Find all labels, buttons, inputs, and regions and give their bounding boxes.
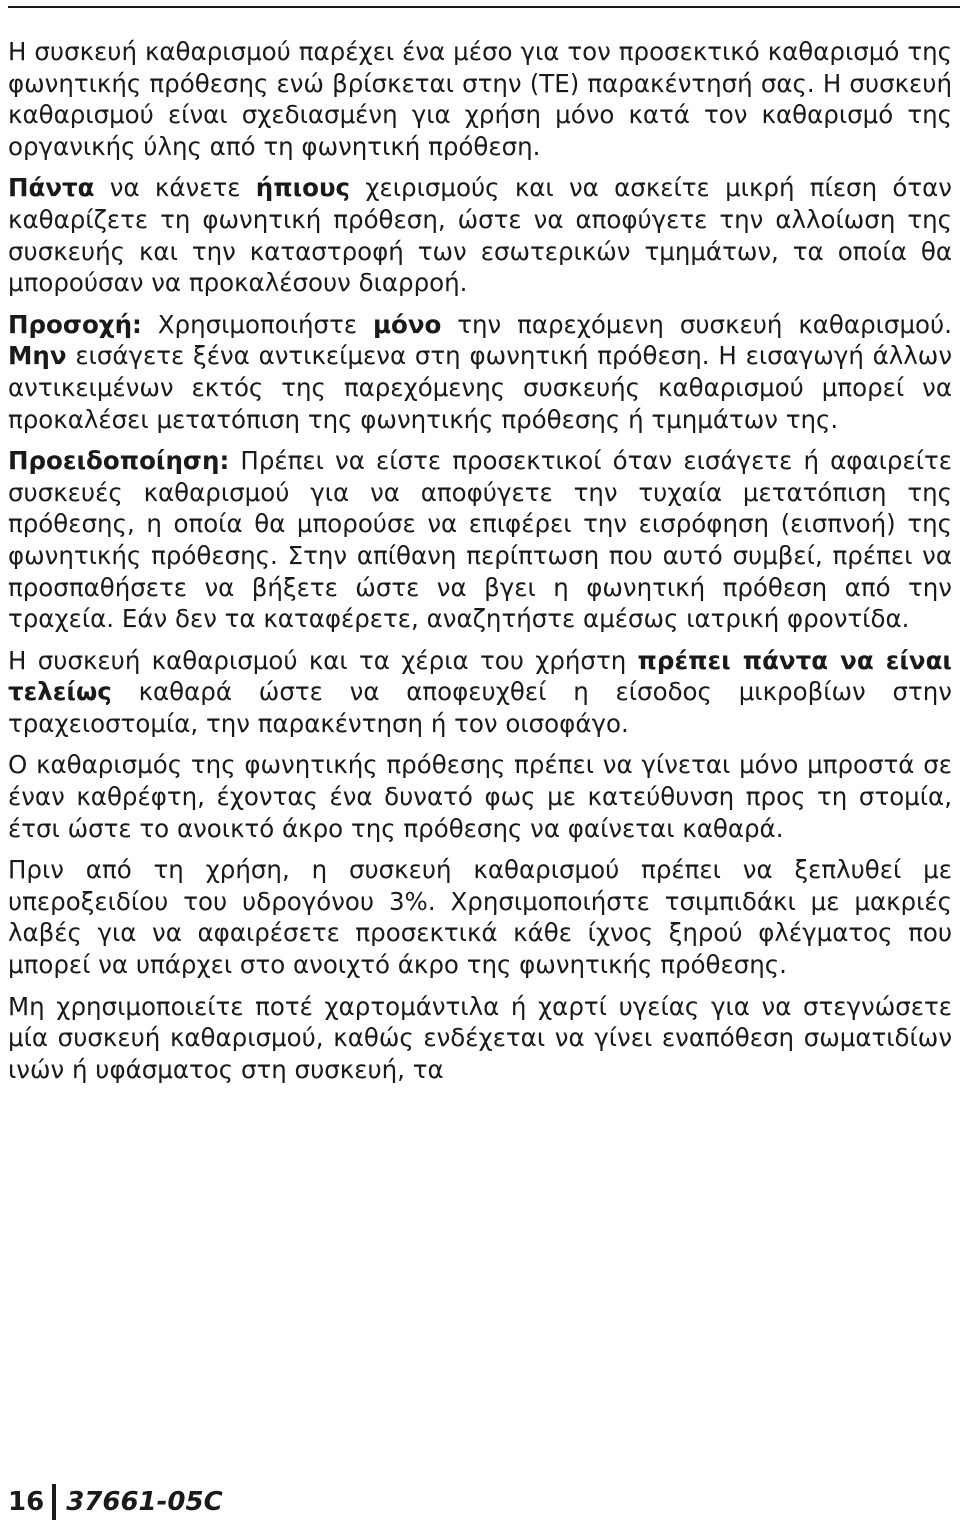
emphasis-gentle: ήπιους xyxy=(255,173,351,203)
page-number: 16 xyxy=(8,1487,45,1517)
paragraph-hygiene xyxy=(8,645,952,740)
paragraph-caution xyxy=(8,309,952,435)
paragraph-no-tissue: Μη χρησιμοποιείτε ποτέ χαρτομάντιλα ή χαρτί υγείας για να στεγνώσετε μία συσκευή καθαρισμού, καθώς ενδέχεται να γίνει εναπόθεση σωματιδίων ινών ή υφάσματος στη συσκευή, τα xyxy=(8,991,952,1084)
paragraph-warning xyxy=(8,445,952,635)
paragraph-mirror: Ο καθαρισμός της φωνητικής πρόθεσης πρέπει να γίνεται μόνο μπροστά σε έναν καθρέφτη, έχοντας ένα δυνατό φως με κατεύθυνση προς τη στομία, έτσι ώστε το ανοικτό άκρο της πρόθεσης να φαίνεται καθαρά. xyxy=(8,750,952,843)
paragraph-before-use: Πριν από τη χρήση, η συσκευή καθαρισμού πρέπει να ξεπλυθεί με υπεροξειδίου του υδρογόνου 3%. Χρησιμοποιήστε τσιμπιδάκι με μακριές λαβές για να αφαιρέσετε προσεκτικά κάθε ίχνος ξηρού φλέγματος που μπορεί να υπάρχει στο ανοιχτό άκρο της φωνητικής πρόθεσης. xyxy=(8,855,952,980)
document-body xyxy=(8,36,952,1085)
text-run: καθαρά ώστε να αποφευχθεί η είσοδος μικροβίων στην τραχειοστομία, την παρακέντηση ή τον οισοφάγο. xyxy=(8,677,952,738)
text-run: εισάγετε ξένα αντικείμενα στη φωνητική πρόθεση. Η εισαγωγή άλλων αντικειμένων εκτός της παρεχόμενης συσκευής καθαρισμού μπορεί να προκαλέσει μετατόπιση της φωνητικής πρόθεσης ή τμημάτων της. xyxy=(8,341,952,434)
emphasis-only: μόνο xyxy=(372,309,442,339)
page-footer xyxy=(8,1482,223,1522)
paragraph-gentle-handling xyxy=(8,172,952,298)
text-run: Χρησιμοποιήστε xyxy=(141,309,373,339)
document-code: 37661-05C xyxy=(66,1487,223,1517)
emphasis-do-not: Μην xyxy=(8,341,67,371)
emphasis-must-be-clean: πρέπει πάντα να είναι τελείως xyxy=(8,645,952,707)
text-run: να κάνετε xyxy=(94,173,256,203)
footer-divider xyxy=(52,1484,56,1520)
caution-label: Προσοχή: xyxy=(8,309,142,339)
text-run: την παρεχόμενη συσκευή καθαρισμού. xyxy=(441,309,952,339)
top-rule xyxy=(8,6,960,8)
text-run: χειρισμούς και να ασκείτε μικρή πίεση όταν καθαρίζετε τη φωνητική πρόθεση, ώστε να αποφύγετε την αλλοίωση της συσκευής και την καταστροφή των εσωτερικών τμημάτων, τα οποία θα μπορούσαν να προκαλέσουν διαρροή. xyxy=(8,173,952,298)
warning-label: Προειδοποίηση: xyxy=(8,446,230,476)
text-run: Η συσκευή καθαρισμού και τα χέρια του χρήστη xyxy=(8,645,638,675)
paragraph-intro: Η συσκευή καθαρισμού παρέχει ένα μέσο για τον προσεκτικό καθαρισμό της φωνητικής πρόθεσης ενώ βρίσκεται στην (ΤΕ) παρακέντησή σας. Η συσκευή καθαρισμού είναι σχεδιασμένη για χρήση μόνο κατά τον καθαρισμό της οργανικής ύλης από τη φωνητική πρόθεση. xyxy=(8,37,952,161)
text-run: Πρέπει να είστε προσεκτικοί όταν εισάγετε ή αφαιρείτε συσκευές καθαρισμού για να αποφύγετε την τυχαία μετατόπιση της πρόθεσης, η οποία θα μπορούσε να επιφέρει την εισρόφηση (εισπνοή) της φωνητικής πρόθεσης. Στην απίθανη περίπτωση που αυτό συμβεί, πρέπει να προσπαθήσετε να βήξετε ώστε να βγει η φωνητική πρόθεση από την τραχεία. Εάν δεν τα καταφέρετε, αναζητήστε αμέσως ιατρική φροντίδα. xyxy=(8,446,952,634)
emphasis-always: Πάντα xyxy=(8,173,95,203)
